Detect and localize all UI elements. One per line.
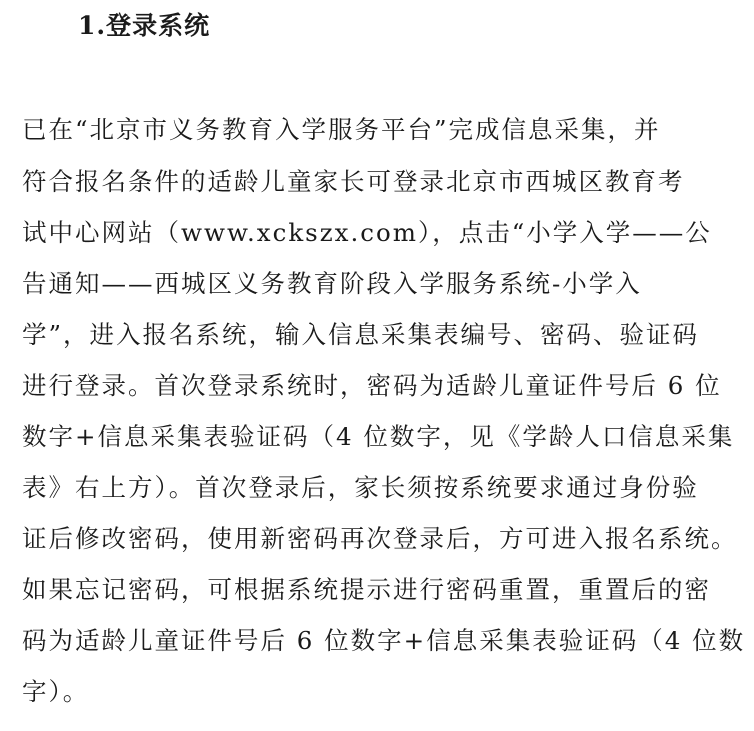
paragraph-line: 学”，进入报名系统，输入信息采集表编号、密码、验证码 xyxy=(22,320,700,349)
section-heading: 1.登录系统 xyxy=(78,11,211,40)
paragraph-line: 已在“北京市义务教育入学服务平台”完成信息采集，并 xyxy=(22,115,661,144)
paragraph-line: 告通知——西城区义务教育阶段入学服务系统-小学入 xyxy=(22,269,642,298)
paragraph-line: 进行登录。首次登录系统时，密码为适龄儿童证件号后 6 位 xyxy=(22,371,722,400)
paragraph-line: 字）。 xyxy=(22,677,90,706)
paragraph-line: 如果忘记密码，可根据系统提示进行密码重置，重置后的密 xyxy=(22,575,711,604)
paragraph-line: 试中心网站（www.xckszx.com），点击“小学入学——公 xyxy=(22,218,712,247)
paragraph-line: 数字+信息采集表验证码（4 位数字，见《学龄人口信息采集 xyxy=(22,422,735,451)
paragraph-line: 符合报名条件的适龄儿童家长可登录北京市西城区教育考 xyxy=(22,167,685,196)
paragraph-line: 码为适龄儿童证件号后 6 位数字+信息采集表验证码（4 位数 xyxy=(22,626,746,655)
paragraph-line: 表》右上方）。首次登录后，家长须按系统要求通过身份验 xyxy=(22,473,699,502)
paragraph-line xyxy=(72,60,754,100)
paragraph-line: 证后修改密码，使用新密码再次登录后，方可进入报名系统。 xyxy=(22,524,738,553)
